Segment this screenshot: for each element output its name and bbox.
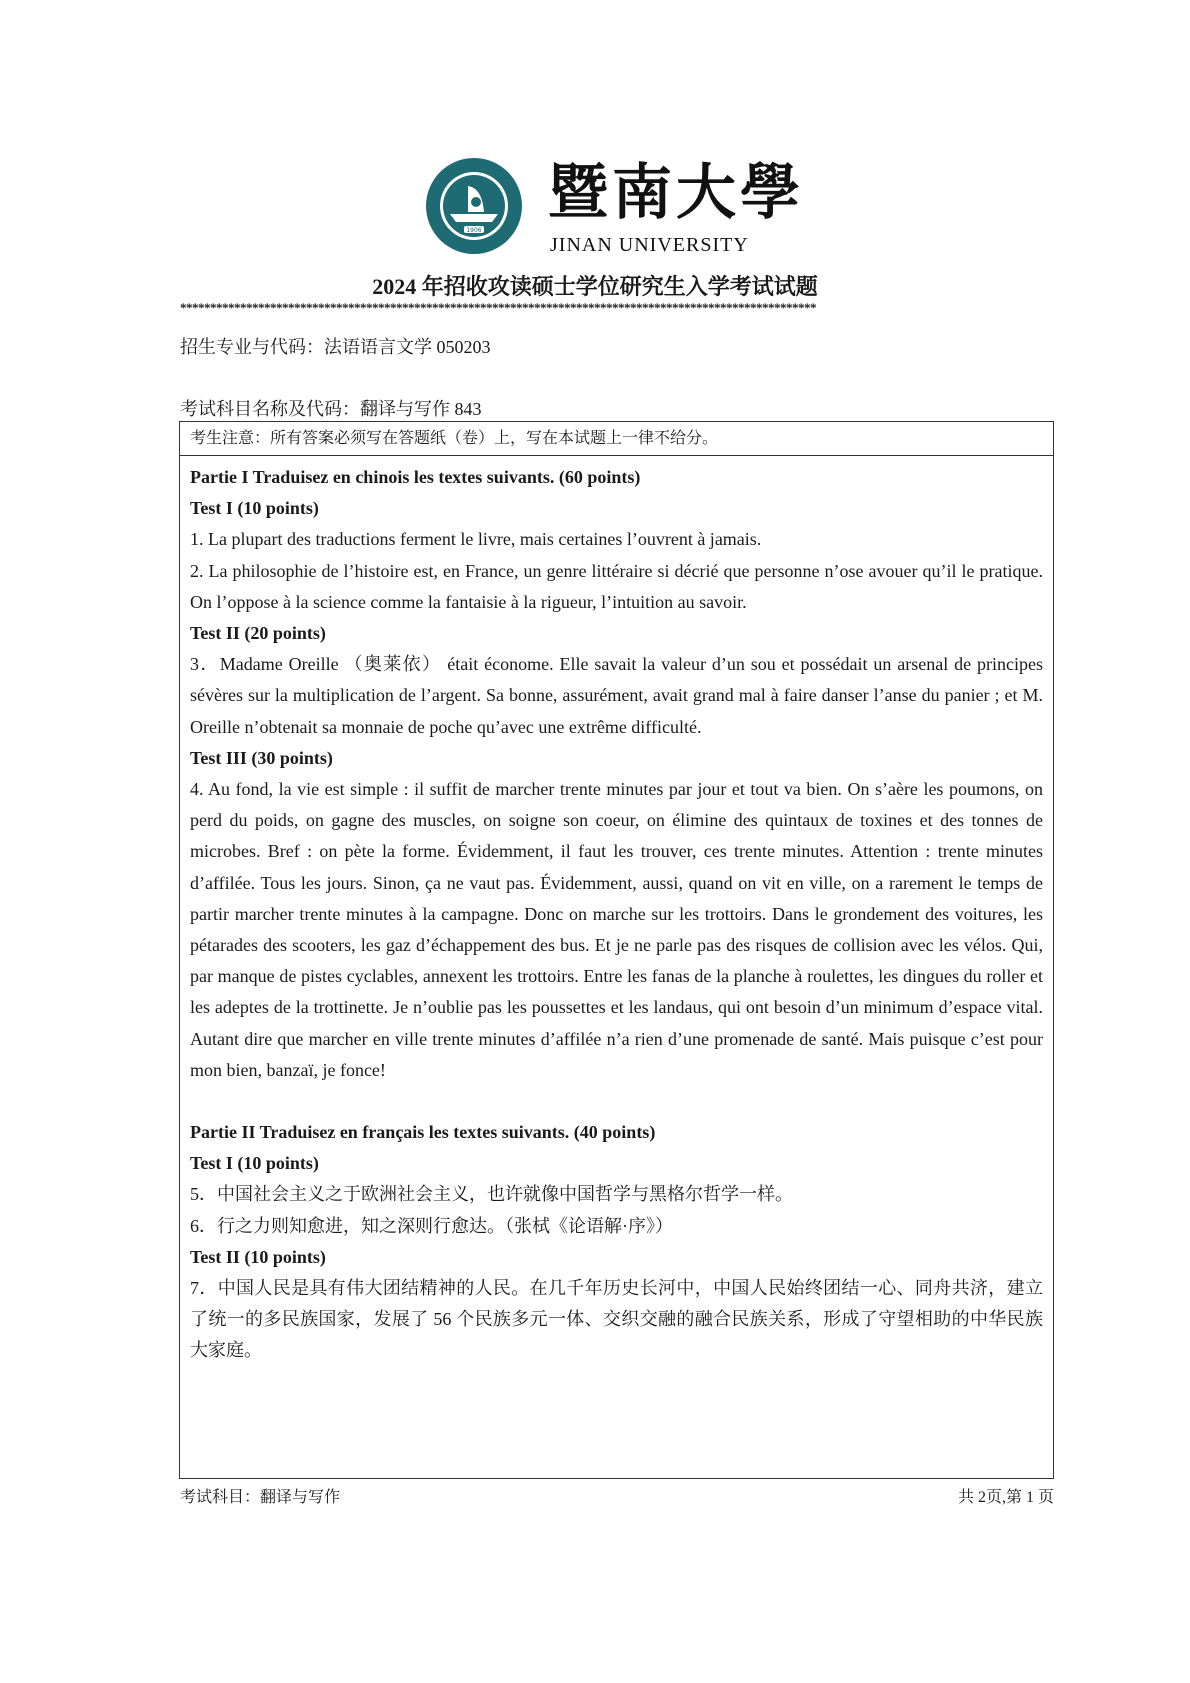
university-logo	[424, 156, 804, 256]
footer-page-number: 共 2页,第 1 页	[957, 1489, 1054, 1506]
question-box	[179, 421, 1054, 1479]
seal-year: 1906	[466, 227, 482, 234]
part1-heading: Partie I Traduisez en chinois les textes suivants. (60 points)	[190, 467, 641, 487]
major-and-code: 招生专业与代码：法语语言文学 050203	[180, 337, 491, 357]
part1-test2-heading: Test II (20 points)	[190, 623, 326, 644]
university-seal-icon	[424, 156, 524, 256]
subject-and-code: 考试科目名称及代码：翻译与写作 843	[180, 399, 482, 419]
question-2: 2. La philosophie de l’histoire est, en France, un genre littéraire si décrié que personne n’ose avouer qu’il le pratique. On l’oppose à la science comme la fantaisie à la rigueur, l’intuition au savoir.	[190, 560, 1043, 612]
questions-content	[180, 456, 1053, 1367]
part2-heading: Partie II Traduisez en français les textes suivants. (40 points)	[190, 1122, 656, 1143]
question-4: 4. Au fond, la vie est simple : il suffit de marcher trente minutes par jour et tout va bien. On s’aère les poumons, on perd du poids, on gagne des muscles, on soigne son coeur, on élimine des quintaux de toxines et des tonnes de microbes. Bref : on pète la forme. Évidemment, il faut les trouver, ces trente minutes. Attention : trente minutes d’affilée. Tous les jours. Sinon, ça ne vaut pas. Évidemment, aussi, quand on vit en ville, on a rarement le temps de partir marcher trente minutes à la campagne. Donc on marche sur les trottoirs. Dans le grondement des voitures, les pétarades des scooters, les gaz d’échappement des bus. Et je ne parle pas des risques de collision avec les vélos. Qui, par manque de pistes cyclables, annexent les trottoirs. Entre les fanas de la planche à roulettes, les dingues du roller et les adeptes de la trottinette. Je n’oublie pas les poussettes et les landaus, qui ont besoin d’un minimum d’espace vital. Autant dire que marcher en ville trente minutes d’affilée n’a rien d’une promenade de santé. Mais puisque c’est pour mon bien, banzaï, je fonce!	[190, 779, 1043, 1080]
exam-title: 2024 年招收攻读硕士学位研究生入学考试试题	[372, 274, 818, 299]
question-7: 7．中国人民是具有伟大团结精神的人民。在几千年历史长河中，中国人民始终团结一心、同舟共济，建立了统一的多民族国家，发展了 56 个民族多元一体、交织交融的融合民族关系，形成了守望相助的中华民族大家庭。	[190, 1278, 1043, 1361]
part2-test2-heading: Test II (10 points)	[190, 1246, 326, 1267]
spacer	[190, 1086, 1043, 1117]
question-6: 6．行之力则知愈进，知之深则行愈达。（张栻《论语解·序》）	[190, 1215, 673, 1236]
question-1: 1. La plupart des traductions ferment le livre, mais certaines l’ouvrent à jamais.	[190, 529, 762, 550]
part1-test3-heading: Test III (30 points)	[190, 747, 333, 768]
question-5: 5．中国社会主义之于欧洲社会主义，也许就像中国哲学与黑格尔哲学一样。	[190, 1184, 793, 1205]
brand-chinese-name: 暨南大學	[548, 158, 804, 228]
brand-english-name: JINAN UNIVERSITY	[550, 234, 749, 256]
part2-test1-heading: Test I (10 points)	[190, 1153, 319, 1174]
footer-subject: 考试科目：翻译与写作	[180, 1489, 341, 1506]
part1-test1-heading: Test I (10 points)	[190, 498, 319, 519]
star-divider: **********************************************************************************************************	[180, 300, 816, 315]
question-3: 3．Madame Oreille （奥莱依） était économe. Elle savait la valeur d’un sou et possédait un arsenal de principes sévères sur la multiplication de l’argent. Sa bonne, assurément, avait grand mal à faire danser l’anse du panier ; et M. Oreille n’obtenait sa monnaie de poche qu’avec une extrême difficulté.	[190, 654, 1043, 737]
candidate-notice: 考生注意：所有答案必须写在答题纸（卷）上，写在本试题上一律不给分。	[180, 422, 1053, 456]
